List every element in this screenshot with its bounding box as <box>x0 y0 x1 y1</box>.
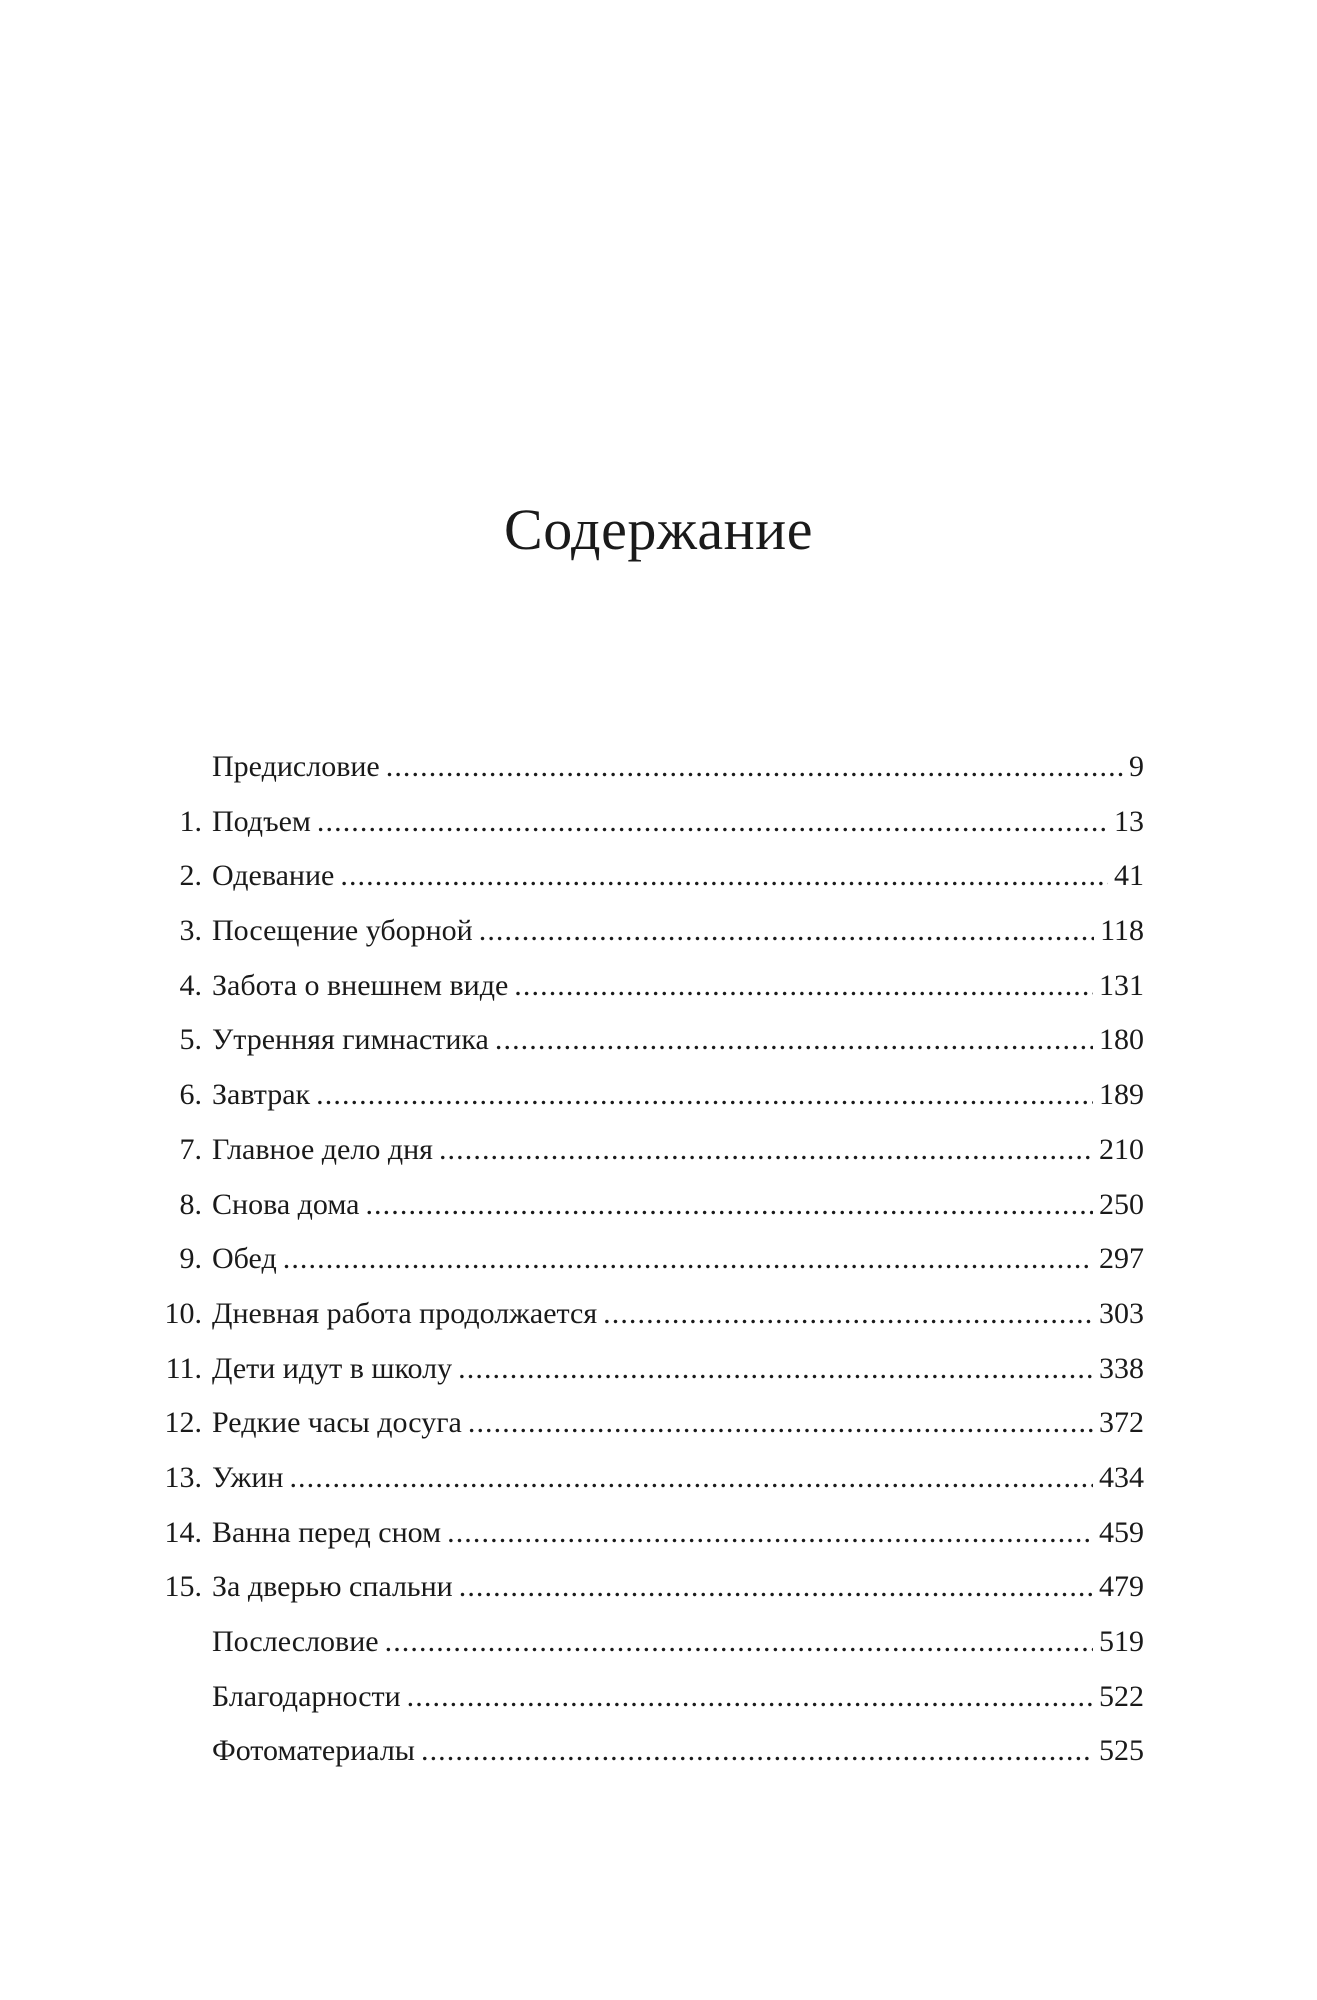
toc-entry <box>140 740 1144 795</box>
toc-entry-title: Предисловие <box>212 750 380 783</box>
toc-entry-page-number: 303 <box>1099 1296 1144 1330</box>
toc-entry-title: Забота о внешнем виде <box>212 968 509 1002</box>
toc-entry <box>140 959 1144 1014</box>
dot-leader <box>317 795 1108 850</box>
toc-entry-title: Ванна перед сном <box>212 1515 442 1549</box>
toc-entry <box>140 1178 1144 1233</box>
toc-entry-title: Утренняя гимнастика <box>212 1023 489 1057</box>
toc-entry-title: Фотоматериалы <box>212 1734 415 1768</box>
toc-entry-number: 9. <box>179 1242 202 1276</box>
table-of-contents <box>140 740 1144 1779</box>
toc-entry-page-number: 189 <box>1099 1078 1144 1112</box>
toc-entry-page-number: 522 <box>1099 1679 1144 1713</box>
toc-entry <box>140 795 1144 850</box>
dot-leader <box>421 1724 1093 1779</box>
dot-leader <box>447 1506 1093 1561</box>
toc-entry-title: Благодарности <box>212 1679 401 1713</box>
toc-entry-title: Дети идут в школу <box>212 1351 453 1385</box>
dot-leader <box>495 1013 1093 1068</box>
toc-entry <box>140 1560 1144 1615</box>
dot-leader <box>468 1396 1093 1451</box>
dot-leader <box>386 740 1123 795</box>
toc-entry-page-number: 525 <box>1099 1734 1144 1768</box>
dot-leader <box>603 1287 1093 1342</box>
toc-entry-number: 3. <box>179 914 202 948</box>
dot-leader <box>365 1178 1093 1233</box>
toc-entry-page-number: 210 <box>1099 1132 1144 1166</box>
toc-entry-number: 15. <box>164 1570 202 1604</box>
toc-entry <box>140 849 1144 904</box>
toc-entry <box>140 1342 1144 1397</box>
toc-entry-number: 14. <box>164 1515 202 1549</box>
toc-entry-page-number: 297 <box>1099 1242 1144 1276</box>
toc-entry-number: 7. <box>179 1132 202 1166</box>
toc-entry-title: Редкие часы досуга <box>212 1406 462 1440</box>
toc-entry-page-number: 118 <box>1100 914 1144 948</box>
toc-entry-page-number: 13 <box>1114 804 1144 838</box>
dot-leader <box>385 1615 1093 1670</box>
page-title: Содержание <box>504 497 813 562</box>
toc-entry <box>140 1396 1144 1451</box>
toc-entry-page-number: 9 <box>1129 750 1144 783</box>
toc-entry <box>140 1068 1144 1123</box>
toc-entry-page-number: 479 <box>1099 1570 1144 1604</box>
toc-entry-title: Обед <box>212 1242 277 1276</box>
toc-entry-page-number: 250 <box>1099 1187 1144 1221</box>
toc-entry-page-number: 434 <box>1099 1460 1144 1494</box>
toc-entry-number: 8. <box>179 1187 202 1221</box>
dot-leader <box>458 1342 1093 1397</box>
toc-entry <box>140 1724 1144 1779</box>
toc-entry <box>140 1670 1144 1725</box>
dot-leader <box>479 904 1094 959</box>
dot-leader <box>514 959 1093 1014</box>
toc-entry-number: 6. <box>179 1078 202 1112</box>
toc-entry-number: 13. <box>164 1460 202 1494</box>
dot-leader <box>340 849 1108 904</box>
toc-entry-number: 5. <box>179 1023 202 1057</box>
dot-leader <box>283 1232 1093 1287</box>
dot-leader <box>439 1123 1093 1178</box>
toc-entry <box>140 1232 1144 1287</box>
toc-entry-page-number: 338 <box>1099 1351 1144 1385</box>
toc-entry-number: 10. <box>164 1296 202 1330</box>
toc-entry-title: Снова дома <box>212 1187 360 1221</box>
toc-entry-page-number: 131 <box>1099 968 1144 1002</box>
toc-entry <box>140 1506 1144 1561</box>
dot-leader <box>459 1560 1093 1615</box>
toc-entry <box>140 1287 1144 1342</box>
toc-entry-title: Послесловие <box>212 1625 379 1658</box>
toc-entry-page-number: 41 <box>1114 859 1144 893</box>
toc-entry <box>140 1451 1144 1506</box>
toc-entry-title: Посещение уборной <box>212 914 473 948</box>
toc-entry <box>140 1123 1144 1178</box>
toc-entry-page-number: 372 <box>1099 1406 1144 1440</box>
toc-entry <box>140 1615 1144 1670</box>
toc-entry-number: 4. <box>179 968 202 1002</box>
toc-entry-page-number: 519 <box>1099 1625 1144 1658</box>
toc-entry-number: 1. <box>179 804 202 838</box>
toc-entry-title: Одевание <box>212 859 335 893</box>
toc-entry-number: 12. <box>164 1406 202 1440</box>
toc-entry-number: 11. <box>165 1351 202 1385</box>
toc-entry-title: За дверью спальни <box>212 1570 453 1604</box>
toc-entry-title: Завтрак <box>212 1078 311 1112</box>
toc-entry <box>140 904 1144 959</box>
toc-entry <box>140 1013 1144 1068</box>
toc-entry-title: Дневная работа продолжается <box>212 1296 598 1330</box>
toc-entry-title: Подъем <box>212 804 311 838</box>
dot-leader <box>289 1451 1093 1506</box>
toc-entry-page-number: 180 <box>1099 1023 1144 1057</box>
toc-entry-title: Главное дело дня <box>212 1132 433 1166</box>
toc-entry-title: Ужин <box>212 1460 284 1494</box>
dot-leader <box>407 1670 1093 1725</box>
dot-leader <box>316 1068 1093 1123</box>
toc-entry-number: 2. <box>179 859 202 893</box>
toc-entry-page-number: 459 <box>1099 1515 1144 1549</box>
